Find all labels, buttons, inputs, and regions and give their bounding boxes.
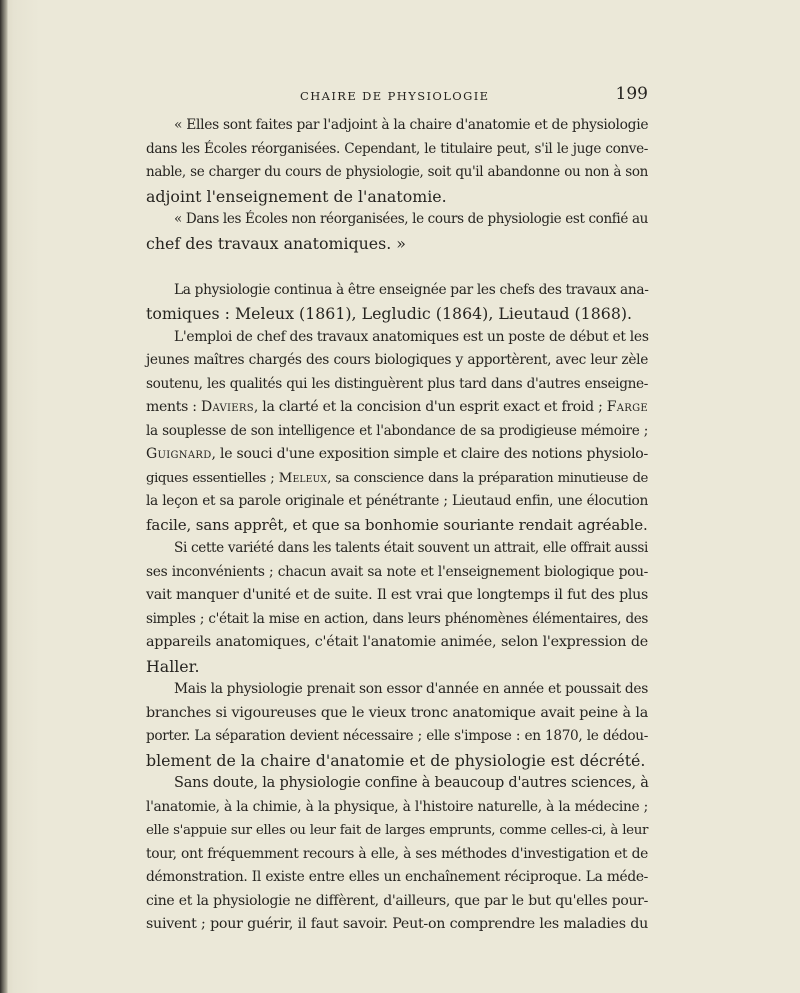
text-line: suivent ; pour guérir, il faut savoir. Peut-on comprendre les maladies du	[146, 916, 648, 932]
text-line: branches si vigoureuses que le vieux tronc anatomique avait peine à la	[146, 704, 648, 721]
text-line: jeunes maîtres chargés des cours biologiques y apportèrent, avec leur zèle	[146, 352, 648, 368]
text-line: elle s'appuie sur elles ou leur fait de larges emprunts, comme celles-ci, à leur	[146, 823, 648, 838]
paragraph-quote-1	[146, 114, 648, 208]
text-line: dans les Écoles réorganisées. Cependant, le titulaire peut, s'il le juge conve-	[146, 140, 648, 157]
text-line: tour, ont fréquemment recours à elle, à ses méthodes d'investigation et de	[146, 845, 648, 862]
paragraph-quote-2	[146, 208, 648, 255]
text-line: l'anatomie, à la chimie, à la physique, à l'histoire naturelle, à la médecine ;	[146, 798, 648, 815]
text-line	[146, 467, 648, 491]
text-line: simples ; c'était la mise en action, dans leurs phénomènes élémentaires, des	[146, 610, 648, 627]
text-line: « Dans les Écoles non réorganisées, le cours de physiologie est confié au	[174, 211, 648, 227]
page-number: 199	[615, 84, 648, 104]
text-line: la leçon et sa parole originale et pénétrante ; Lieutaud enfin, une élocution	[146, 493, 648, 509]
paragraph-4	[146, 326, 648, 538]
name-guignard: Guignard	[146, 446, 212, 462]
paragraph-6	[146, 678, 648, 772]
name-farge: Farge	[606, 399, 648, 415]
page-header	[146, 84, 648, 108]
text-line: facile, sans apprêt, et que sa bonhomie souriante rendait agréable.	[146, 515, 648, 534]
text-line: appareils anatomiques, c'était l'anatomie animée, selon l'expression de	[146, 634, 648, 650]
text-line: la souplesse de son intelligence et l'abondance de sa prodigieuse mémoire ;	[146, 422, 648, 439]
text-line: blement de la chaire d'anatomie et de physiologie est décrété.	[146, 750, 646, 770]
text-line: Si cette variété dans les talents était souvent un attrait, elle offrait aussi	[174, 540, 648, 556]
text-line	[146, 443, 648, 467]
text-line: porter. La séparation devient nécessaire ; elle s'impose : en 1870, le dédou-	[146, 728, 648, 744]
text-line: nable, se charger du cours de physiologie, soit qu'il abandonne ou non à son	[146, 164, 648, 180]
text-line: cine et la physiologie ne diffèrent, d'ailleurs, que par le but qu'elles pour-	[146, 892, 648, 909]
running-title: CHAIRE DE PHYSIOLOGIE	[300, 89, 490, 103]
paragraph-7	[146, 772, 648, 937]
body-text	[146, 114, 648, 937]
text-line	[146, 396, 648, 420]
text-line: « Elles sont faites par l'adjoint à la chaire d'anatomie et de physiologie	[174, 117, 649, 133]
text-line: démonstration. Il existe entre elles un enchaînement réciproque. La méde-	[146, 869, 648, 885]
text-fragment: ments :	[146, 399, 201, 415]
text-line: ses inconvénients ; chacun avait sa note et l'enseignement biologique pou-	[146, 563, 648, 580]
text-line: vait manquer d'unité et de suite. Il est vrai que longtemps il fut des plus	[146, 587, 648, 603]
text-line: chef des travaux anatomiques. »	[146, 233, 406, 253]
text-line: soutenu, les qualités qui les distinguèrent plus tard dans d'autres enseigne-	[146, 375, 648, 392]
text-line: tomiques : Meleux (1861), Legludic (1864), Lieutaud (1868).	[146, 304, 633, 323]
paragraph-3	[146, 279, 648, 326]
paragraph-5	[146, 537, 648, 678]
text-line: L'emploi de chef des travaux anatomiques est un poste de début et les	[174, 328, 649, 345]
text-fragment: , la clarté et la concision d'un esprit exact et froid ;	[253, 399, 607, 415]
text-line: La physiologie continua à être enseignée par les chefs des travaux ana-	[174, 281, 649, 298]
name-daviers: Daviers	[200, 399, 254, 415]
paragraph-gap	[146, 255, 648, 279]
text-line: Mais la physiologie prenait son essor d'année en année et poussait des	[174, 681, 648, 697]
text-fragment: , le souci d'une exposition simple et claire des notions physiolo-	[211, 446, 648, 462]
text-line: Sans doute, la physiologie confine à beaucoup d'autres sciences, à	[174, 775, 649, 791]
text-fragment: giques essentielles ;	[146, 470, 279, 486]
text-line: adjoint l'enseignement de l'anatomie.	[146, 186, 447, 206]
page-binding-edge	[0, 0, 8, 993]
text-line: Haller.	[146, 656, 200, 676]
name-meleux: Meleux	[278, 470, 328, 486]
text-fragment: , sa conscience dans la préparation minutieuse de	[327, 470, 648, 486]
